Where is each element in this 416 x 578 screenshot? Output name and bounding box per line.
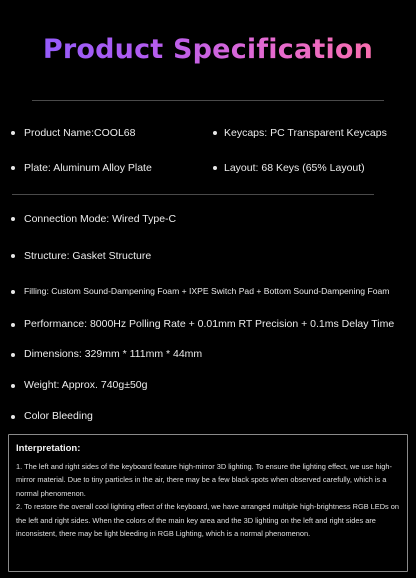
bullet: [213, 166, 217, 170]
bullet: [11, 415, 15, 419]
bullet: [11, 323, 15, 327]
spec-plate: Plate: Aluminum Alloy Plate: [24, 162, 152, 174]
interpretation-heading: Interpretation:: [16, 443, 81, 454]
bullet: [213, 131, 217, 135]
spec-layout: Layout: 68 Keys (65% Layout): [224, 162, 365, 174]
spec-color-bleeding: Color Bleeding: [24, 410, 93, 422]
interpretation-paragraph-2: 2. To restore the overall cool lighting effect of the keyboard, we have arranged multiple high-brightness RGB LEDs on the left and right sides. When the colors of the main key area and the 3D lighting on the left and right sides are inconsistent, there may be light bleeding in RGB Lighting, which is a normal phenomenon.: [16, 502, 400, 539]
bullet: [11, 217, 15, 221]
section-divider: [12, 194, 374, 195]
interpretation-paragraph-1: 1. The left and right sides of the keyboard feature high-mirror 3D lighting. To ensure the lighting effect, we use high-mirror material. Due to tiny particles in the air, there may be a few black spots when observed carefully, which is a normal phenomenon.: [16, 462, 392, 498]
bullet: [11, 131, 15, 135]
spec-dimensions: Dimensions: 329mm * 111mm * 44mm: [24, 348, 203, 360]
interpretation-box: [8, 434, 408, 572]
spec-keycaps: Keycaps: PC Transparent Keycaps: [224, 127, 387, 139]
spec-performance: Performance: 8000Hz Polling Rate + 0.01mm RT Precision + 0.1ms Delay Time: [24, 318, 395, 330]
spec-weight: Weight: Approx. 740g±50g: [24, 379, 148, 391]
bullet: [11, 254, 15, 258]
spec-structure: Structure: Gasket Structure: [24, 250, 152, 262]
bullet: [11, 384, 15, 388]
spec-filling: Filling: Custom Sound-Dampening Foam + IXPE Switch Pad + Bottom Sound-Dampening Foam: [24, 286, 390, 296]
bullet: [11, 166, 15, 170]
spec-product-name: Product Name:COOL68: [24, 127, 136, 139]
page-title: Product Specification: [0, 34, 416, 65]
bullet: [11, 353, 15, 357]
spec-connection: Connection Mode: Wired Type-C: [24, 213, 177, 225]
title-divider: [32, 100, 384, 101]
bullet: [11, 290, 15, 294]
